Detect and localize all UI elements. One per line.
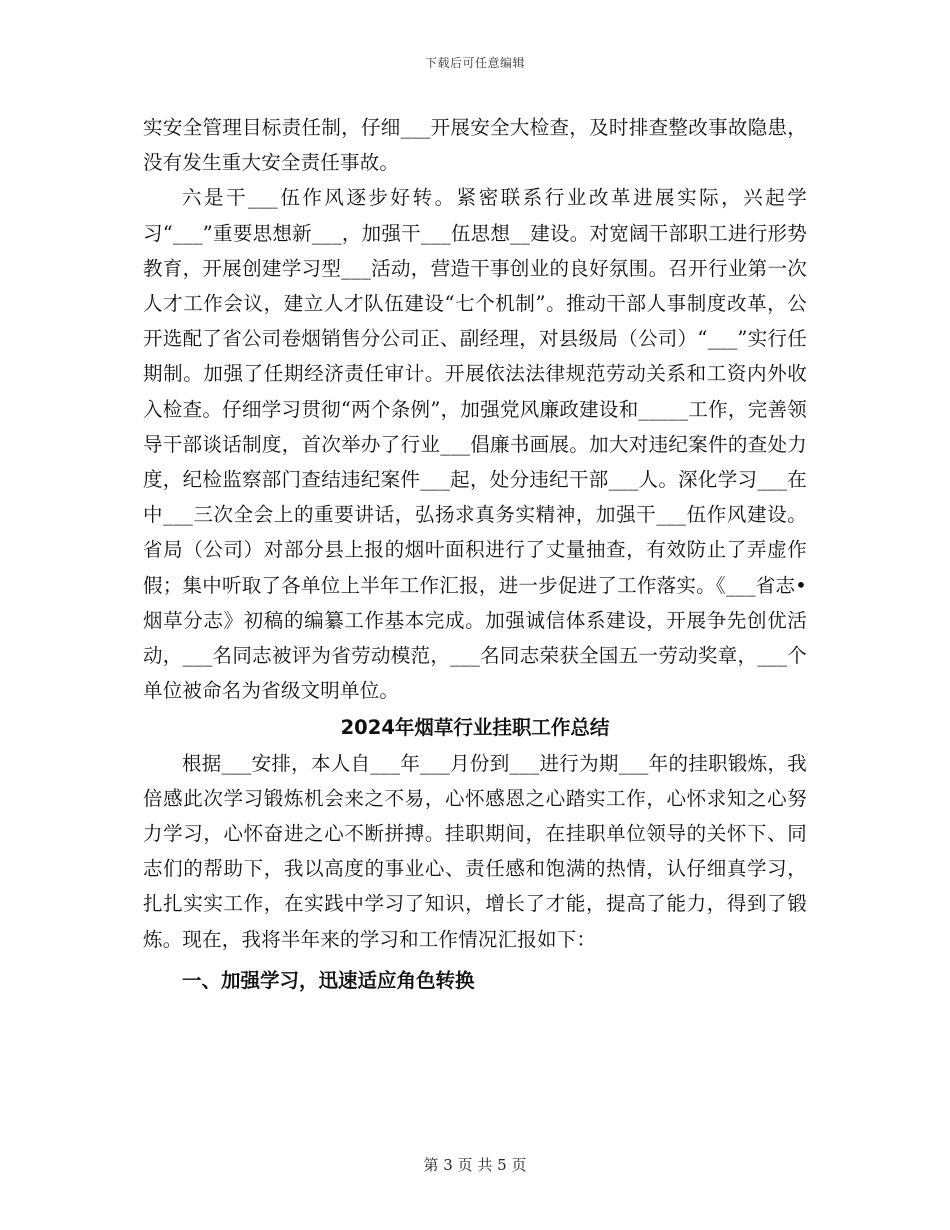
document-body xyxy=(143,110,807,998)
header-note: 下载后可任意编辑 xyxy=(424,56,525,70)
page-number: 第 3 页 共 5 页 xyxy=(423,1156,527,1174)
document-title: 2024年烟草行业挂职工作总结 xyxy=(340,716,610,740)
section-heading-one: 一、加强学习，迅速适应角色转换 xyxy=(182,968,475,992)
paragraph-continuation: 实安全管理目标责任制，仔细___开展安全大检查，及时排查整改事故隐患，没有发生重大安全责任事故。 xyxy=(143,116,807,175)
intro-paragraph: 根据___安排，本人自___年___月份到___进行为期___年的挂职锻炼，我倍感此次学习锻炼机会来之不易，心怀感恩之心踏实工作，心怀求知之心努力学习，心怀奋进之心不断拼搏。挂职期间，在挂职单位领导的关怀下、同志们的帮助下，我以高度的事业心、责任感和饱满的热情，认仔细真学习，扎扎实实工作，在实践中学习了知识，增长了才能，提高了能力，得到了锻炼。现在，我将半年来的学习和工作情况汇报如下： xyxy=(143,751,807,951)
paragraph-six: 六是干___伍作风逐步好转。紧密联系行业改革进展实际，兴起学习“___”重要思想新___，加强干___伍思想__建设。对宽阔干部职工进行形势教育，开展创建学习型___活动，营造干事创业的良好氛围。召开行业第一次人才工作会议，建立人才队伍建设“七个机制”。推动干部人事制度改革，公开选配了省公司卷烟销售分公司正、副经理，对县级局（公司）“___”实行任期制。加强了任期经济责任审计。开展依法法律规范劳动关系和工资内外收入检查。仔细学习贯彻“两个条例”，加强党风廉政建设和_____工作，完善领导干部谈话制度，首次举办了行业___倡廉书画展。加大对违纪案件的查处力度，纪检监察部门查结违纪案件___起，处分违纪干部___人。深化学习___在中___三次全会上的重要讲话，弘扬求真务实精神，加强干___伍作风建设。省局（公司）对部分县上报的烟叶面积进行了丈量抽查，有效防止了弄虚作假；集中听取了各单位上半年工作汇报，进一步促进了工作落实。《___省志•烟草分志》初稿的编纂工作基本完成。加强诚信体系建设，开展争先创优活动，___名同志被评为省劳动模范，___名同志荣获全国五一劳动奖章，___个单位被命名为省级文明单位。 xyxy=(143,186,807,703)
